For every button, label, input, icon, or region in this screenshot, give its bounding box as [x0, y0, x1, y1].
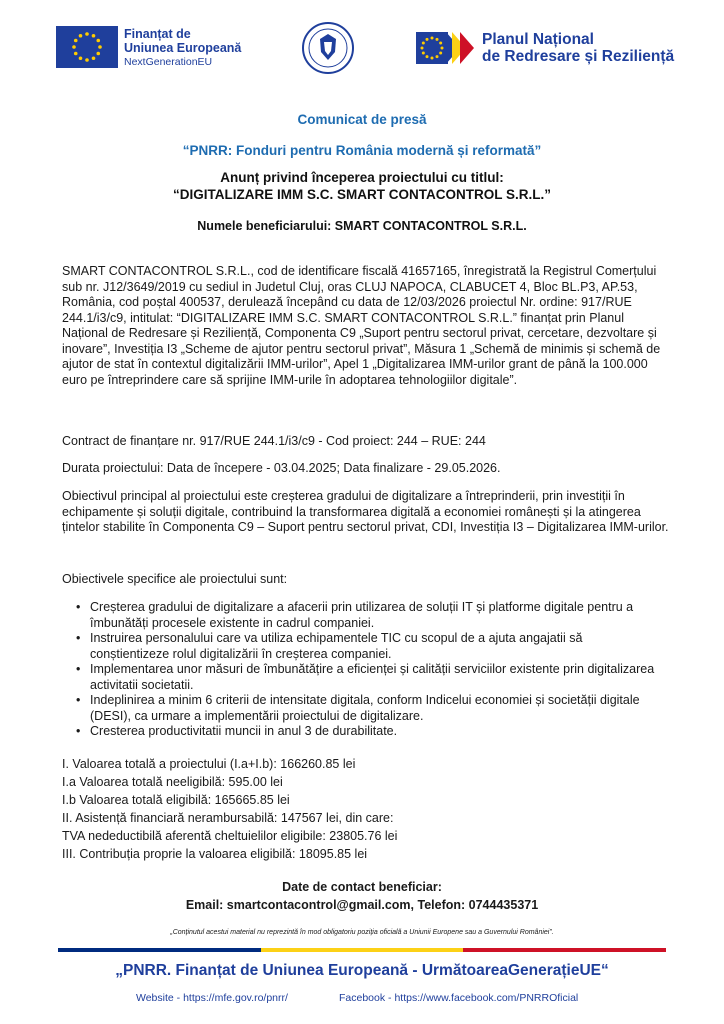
project-values — [62, 755, 397, 863]
objectives-list — [62, 600, 662, 740]
star-icon — [436, 55, 439, 58]
star-icon — [74, 52, 78, 56]
contract-line: Contract de finanțare nr. 917/RUE 244.1/i3/c9 - Cod proiect: 244 – RUE: 244 — [62, 434, 486, 448]
contact-title: Date de contact beneficiar: — [282, 880, 442, 894]
star-icon — [72, 45, 76, 49]
ineligible-value: I.a Valoarea totală neeligibilă: 595.00 lei — [62, 775, 283, 789]
pnrr-title-text — [482, 31, 674, 65]
star-icon — [422, 42, 425, 45]
announce-line-2: “DIGITALIZARE IMM S.C. SMART CONTACONTROL S.R.L.” — [173, 187, 551, 202]
star-icon — [85, 58, 89, 62]
list-item: • Cresterea productivitatii muncii in anul 3 de durabilitate. — [62, 724, 662, 740]
star-icon — [426, 38, 429, 41]
press-subtitle: “PNRR: Fonduri pentru România modernă și reformată” — [182, 143, 542, 158]
pnrr-line-1: Planul Național — [482, 31, 594, 48]
vat-value: TVA nedeductibilă aferentă cheltuielilor eligibile: 23805.76 lei — [62, 829, 398, 843]
eligible-value: I.b Valoarea totală eligibilă: 165665.85 lei — [62, 793, 290, 807]
header — [0, 18, 724, 88]
star-icon — [436, 38, 439, 41]
star-icon — [79, 56, 83, 60]
own-contribution-value: III. Contribuția proprie la valoarea eligibilă: 18095.85 lei — [62, 847, 368, 861]
main-objective-paragraph: Obiectivul principal al proiectului este creșterea gradului de digitalizare a întreprinderii, prin investiții în echipamente și soluții digitale, contribuind la transformarea digitală a economiei românești și la atingerea țintelor stabilite în Componenta C9 – Suport pentru sectorul privat, CDI, Investiția I3 – Digitalizarea IMM-urilor. — [62, 489, 669, 534]
star-icon — [96, 52, 100, 56]
grant-value: II. Asistență financiară nerambursabilă: 147567 lei, din care: — [62, 811, 394, 825]
beneficiary-name: Numele beneficiarului: SMART CONTACONTROL S.R.L. — [197, 219, 527, 233]
star-icon — [79, 34, 83, 38]
star-icon — [92, 56, 96, 60]
star-icon — [421, 47, 424, 50]
specific-objectives-intro: Obiectivele specifice ale proiectului sunt: — [62, 572, 288, 586]
website-link[interactable]: Website - https://mfe.gov.ro/pnrr/ — [136, 992, 288, 1004]
star-icon — [431, 57, 434, 60]
star-icon — [74, 39, 78, 43]
romanian-government-seal-icon — [302, 22, 354, 74]
eu-line-3: NextGenerationEU — [124, 56, 213, 68]
pnrr-line-2: de Redresare și Reziliență — [482, 48, 675, 65]
list-item: • Instruirea personalului care va utiliza echipamentele TIC cu scopul de a ajuta angajatii să conștientizeze rolul digitalizării în creșterea companiei. — [62, 631, 662, 662]
list-item: • Indeplinirea a minim 6 criterii de intensitate digitala, conform Indicelui economiei și societății digitale (DESI), ca urmare a implementării proiectului de digitalizare. — [62, 693, 662, 724]
pnrr-logo-icon — [416, 28, 478, 68]
intro-paragraph: SMART CONTACONTROL S.R.L., cod de identificare fiscală 41657165, înregistrată la Registrul Comerțului sub nr. J12/3649/2019 cu sediul in Judetul Cluj, oras CLUJ NAPOCA, CLABUCET 4, Bloc BL.P3, AP.53, România, cod poștal 400537, derulează începând cu data de 12/03/2026 proiectul Nr. ordine: 917/RUE 244.1/i3/c9, intitulat: “DIGITALIZARE IMM S.C. SMART CONTACONTROL S.R.L.” finanțat prin Planul Național de Redresare și Reziliență, Componenta C9 „Suport pentru sectorul privat, cercetare, dezvoltare și inovare”, Investiția I3 „Scheme de ajutor pentru sectorul privat”, Măsura 1 „Schemă de minimis și schemă de ajutor de stat în contextul digitalizării IMM-urilor”, Apel 1 „Digitalizarea IMM-urilor grant de până la 100.000 euro pe întreprindere care să sprijine IMM-urile în adoptarea tehnologiilor digitale”. — [62, 264, 661, 387]
star-icon — [441, 47, 444, 50]
star-icon — [439, 42, 442, 45]
star-icon — [92, 34, 96, 38]
star-icon — [85, 32, 89, 36]
tricolor-divider — [58, 948, 666, 952]
star-icon — [96, 39, 100, 43]
star-icon — [431, 37, 434, 40]
duration-line: Durata proiectului: Data de începere - 03.04.2025; Data finalizare - 29.05.2026. — [62, 461, 501, 475]
announce-line-1: Anunț privind începerea proiectului cu titlul: — [220, 170, 504, 185]
eu-line-2: Uniunea Europeană — [124, 41, 242, 55]
eu-flag-icon — [56, 26, 118, 68]
total-value: I. Valoarea totală a proiectului (I.a+I.b): 166260.85 lei — [62, 757, 356, 771]
eu-line-1: Finanțat de — [124, 27, 191, 41]
star-icon — [426, 55, 429, 58]
footer-title: „PNRR. Finanțat de Uniunea Europeană - UrmătoareaGenerațieUE“ — [115, 962, 609, 979]
list-item: • Creșterea gradului de digitalizare a afacerii prin utilizarea de soluții IT și platforme digitale pentru a îmbunătăți procesele existente in cadrul companiei. — [62, 600, 662, 631]
contact-details[interactable]: Email: smartcontacontrol@gmail.com, Telefon: 0744435371 — [185, 898, 539, 912]
facebook-link[interactable]: Facebook - https://www.facebook.com/PNRROficial — [339, 992, 579, 1004]
star-icon — [98, 45, 102, 49]
star-icon — [422, 52, 425, 55]
star-icon — [439, 52, 442, 55]
press-label: Comunicat de presă — [297, 112, 427, 127]
eu-funding-text — [124, 27, 241, 69]
disclaimer-text: „Conținutul acestui material nu reprezintă în mod obligatoriu poziția oficială a Uniunii Europene sau a Guvernului României”. — [170, 929, 554, 936]
list-item: • Implementarea unor măsuri de îmbunătățire a eficienței și calității serviciilor existente prin digitalizarea activitatii societatii. — [62, 662, 662, 693]
